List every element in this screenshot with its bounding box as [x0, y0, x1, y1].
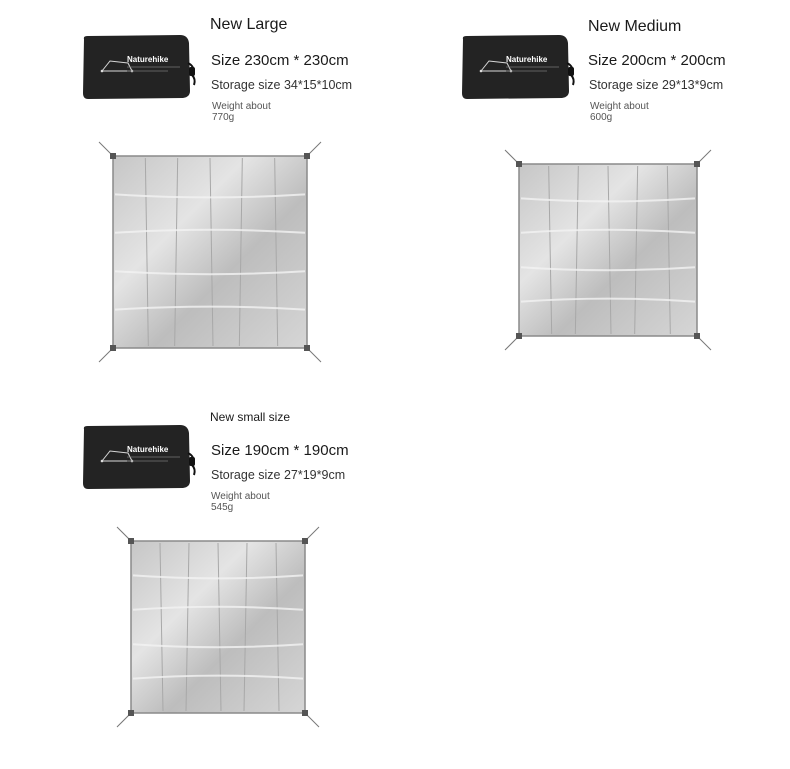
size-text: Size 230cm * 230cm — [211, 52, 349, 69]
product-title: New small size — [210, 410, 291, 424]
storage-size-text: Storage size 29*13*9cm — [589, 78, 724, 92]
bag-brand-logo: Naturehike — [506, 55, 548, 64]
weight-value: 545g — [211, 502, 234, 513]
storage-size-text: Storage size 27*19*9cm — [211, 468, 346, 482]
weight-label: Weight about — [212, 101, 271, 112]
weight-value: 770g — [212, 112, 235, 123]
size-text: Size 200cm * 200cm — [588, 52, 726, 69]
ground-mat-image — [503, 148, 713, 352]
weight-label: Weight about — [590, 101, 649, 112]
bag-brand-logo: Naturehike — [127, 55, 169, 64]
bag-brand-logo: Naturehike — [127, 445, 169, 454]
storage-size-text: Storage size 34*15*10cm — [211, 78, 353, 92]
ground-mat-image — [97, 140, 323, 364]
product-title: New Medium — [588, 18, 682, 35]
ground-mat-image — [115, 525, 321, 729]
weight-label: Weight about — [211, 491, 270, 502]
weight-value: 600g — [590, 112, 613, 123]
size-text: Size 190cm * 190cm — [211, 442, 349, 459]
storage-bag-image — [459, 33, 577, 101]
product-title: New Large — [210, 16, 288, 33]
storage-bag-image — [80, 423, 198, 491]
storage-bag-image — [80, 33, 198, 101]
